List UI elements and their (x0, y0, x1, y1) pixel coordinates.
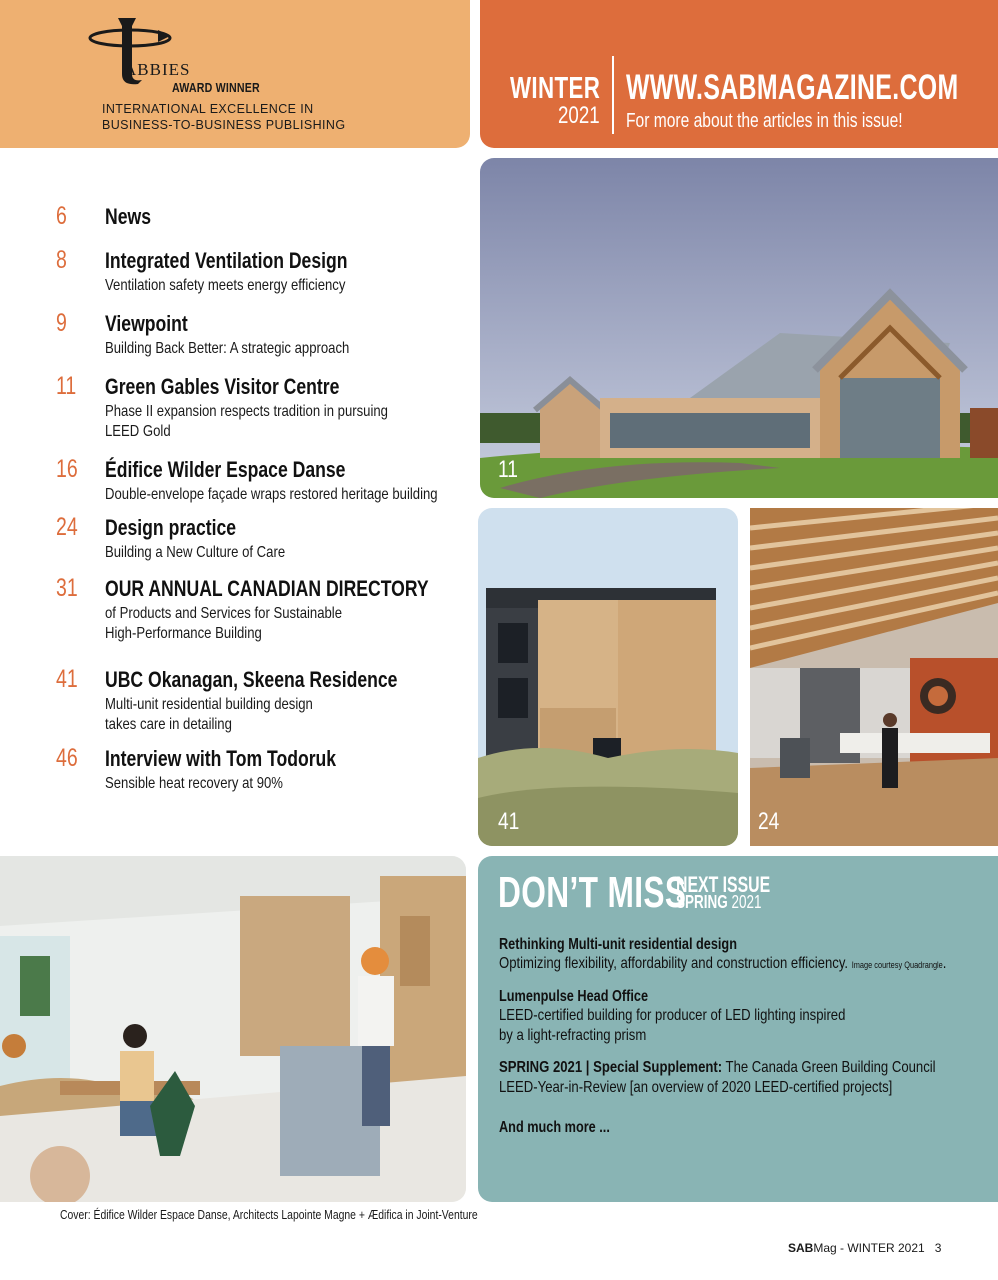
toc-description: Double-envelope façade wraps restored heritage building (105, 486, 438, 503)
award-winner-label: AWARD WINNER (172, 80, 260, 95)
next-issue-season (676, 892, 762, 913)
skeena-residence-image (478, 508, 738, 846)
toc-page-number: 24 (56, 513, 78, 541)
dont-miss-item-description: LEED-certified building for producer of LED lighting inspired (499, 1007, 846, 1024)
supplement-label: SPRING 2021 | Special Supplement: (499, 1059, 723, 1076)
toc-description-line-2: High-Performance Building (105, 625, 262, 642)
award-line-1: INTERNATIONAL EXCELLENCE IN (102, 102, 314, 116)
issue-year: 2021 (558, 102, 600, 129)
green-gables-image (480, 158, 998, 498)
dont-miss-supplement[interactable] (499, 1058, 979, 1098)
supplement-line-1 (499, 1058, 936, 1078)
toc-description: Building Back Better: A strategic approach (105, 340, 350, 357)
image-credit: Image courtesy Quadrangle (851, 960, 943, 970)
dont-miss-item-title: Rethinking Multi-unit residential design (499, 936, 737, 953)
toc-description: Sensible heat recovery at 90% (105, 775, 283, 792)
website-subtitle: For more about the articles in this issue! (626, 110, 903, 132)
website-link[interactable]: WWW.SABMAGAZINE.COM (626, 68, 959, 107)
toc-page-number: 41 (56, 665, 78, 693)
dont-miss-item[interactable] (499, 987, 979, 1046)
dont-miss-item-title: Lumenpulse Head Office (499, 988, 649, 1005)
issue-season: WINTER (510, 70, 601, 105)
dont-miss-item-description-line-2: by a light-refracting prism (499, 1027, 647, 1044)
dont-miss-item-text: Optimizing flexibility, affordability and construction efficiency. (499, 955, 849, 972)
toc-page-number: 31 (56, 574, 78, 602)
toc-title: Integrated Ventilation Design (105, 248, 348, 273)
dont-miss-item[interactable] (499, 935, 979, 975)
toc-page-number: 11 (56, 372, 77, 400)
toc-description: Building a New Culture of Care (105, 544, 286, 561)
cover-illustration-image (0, 856, 466, 1202)
award-line-2: BUSINESS-TO-BUSINESS PUBLISHING (102, 118, 346, 132)
dont-miss-panel (478, 856, 998, 1202)
folio-page-number: 3 (934, 1241, 942, 1255)
toc-page-number: 6 (56, 202, 67, 230)
toc-description: Multi-unit residential building design (105, 696, 313, 713)
toc-page-number: 9 (56, 309, 67, 337)
toc-title: OUR ANNUAL CANADIAN DIRECTORY (105, 576, 429, 601)
toc-title: News (105, 204, 151, 229)
toc-description: of Products and Services for Sustainable (105, 605, 343, 622)
toc-page-number: 16 (56, 455, 78, 483)
abbies-label: ABBIES (124, 60, 191, 79)
cover-caption: Cover: Édifice Wilder Espace Danse, Architects Lapointe Magne + Ædifica in Joint-Venture (60, 1207, 478, 1222)
design-practice-photo[interactable] (750, 508, 998, 846)
toc-title: UBC Okanagan, Skeena Residence (105, 667, 398, 692)
supplement-text: The Canada Green Building Council (725, 1059, 936, 1076)
design-practice-image (750, 508, 998, 846)
next-issue-season-name: SPRING (676, 892, 728, 912)
toc-description-line-2: takes care in detailing (105, 716, 232, 733)
and-much-more (499, 1118, 979, 1137)
and-much-more-label: And much more ... (499, 1119, 610, 1136)
photo-page-number: 41 (498, 808, 520, 835)
toc-title: Viewpoint (105, 311, 188, 336)
next-issue-label: NEXT ISSUE (676, 872, 771, 897)
photo-page-number: 24 (758, 808, 780, 835)
cover-illustration[interactable] (0, 856, 466, 1202)
next-issue-year: 2021 (731, 892, 762, 912)
toc-title: Green Gables Visitor Centre (105, 374, 340, 399)
skeena-residence-photo[interactable] (478, 508, 738, 846)
folio-brand: SAB (788, 1241, 814, 1255)
header-divider (612, 56, 614, 134)
toc-page-number: 8 (56, 246, 67, 274)
photo-page-number: 11 (498, 456, 518, 483)
page-folio (788, 1241, 941, 1255)
award-banner (0, 0, 470, 148)
supplement-line-2: LEED-Year-in-Review [an overview of 2020 LEED-certified projects] (499, 1079, 893, 1096)
toc-description: Ventilation safety meets energy efficiency (105, 277, 346, 294)
toc-title: Édifice Wilder Espace Danse (105, 457, 346, 482)
dont-miss-heading: DON’T MISS (498, 868, 687, 917)
toc-title: Interview with Tom Todoruk (105, 746, 337, 771)
dont-miss-item-description: Optimizing flexibility, affordability and construction efficiency. Image courtesy Quadrangle. (499, 955, 947, 972)
toc-page-number: 46 (56, 744, 78, 772)
toc-title: Design practice (105, 515, 237, 540)
issue-banner (480, 0, 998, 148)
toc-description: Phase II expansion respects tradition in pursuing (105, 403, 388, 420)
green-gables-photo[interactable] (480, 158, 998, 498)
folio-issue: Mag - WINTER 2021 (813, 1241, 925, 1255)
toc-description-line-2: LEED Gold (105, 423, 171, 440)
